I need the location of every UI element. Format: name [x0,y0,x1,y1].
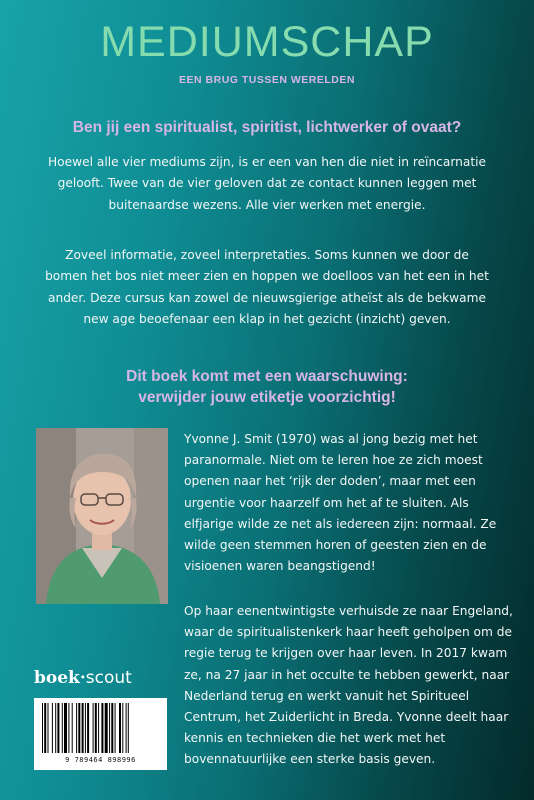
publisher-logo [34,668,132,688]
blurb-paragraph-2: Zoveel informatie, zoveel interpretaties. Soms kunnen we door de bomen het bos niet meer zien en hoppen we doelloos van het een in het ander. Deze cursus kan zowel de nieuwsgierige atheïst als de bekwame new age beoefenaar een klap in het gezicht (inzicht) geven. [45,248,489,326]
warning-line-1: Dit boek komt met een waarschuwing: [126,368,408,385]
author-bio-paragraph-1: Yvonne J. Smit (1970) was al jong bezig met het paranormale. Niet om te leren hoe ze zich moest openen naar het ‘rijk der doden’, maar met een urgentie voor haarzelf om het af te sluiten. Als elfjarige wilde ze net als iedereen zijn: normaal. Ze wilde geen stemmen horen of geesten zien en de visioenen waren beangstigend! [184,432,497,574]
tagline-question: Ben jij een spiritualist, spiritist, lichtwerker of ovaat? [72,119,462,136]
author-portrait-illustration [36,428,168,604]
barcode-digits: 9 789464 898996 [65,756,136,764]
publisher-logo-part-2: scout [85,668,132,688]
book-subtitle: EEN BRUG TUSSEN WERELDEN [179,74,355,86]
publisher-logo-dot: · [79,668,86,688]
warning-callout [0,366,534,408]
publisher-logo-part-1: boek [34,668,80,688]
barcode-bars-icon [40,703,161,755]
warning-line-2: verwijder jouw etiketje voorzichtig! [138,389,396,406]
isbn-barcode [34,698,167,770]
author-bio-paragraph-2: Op haar eenentwintigste verhuisde ze naar Engeland, waar de spiritualistenkerk haar heeft geholpen om de regie terug te krijgen over haar leven. In 2017 kwam ze, na 27 jaar in het occulte te hebben gewerkt, naar Nederland terug en werkt vanuit het Spiritueel Centrum, het Zuiderlicht in Breda. Yvonne deelt haar kennis en technieken die het werk met het bovennatuurlijke een sterke basis geven. [184,604,513,767]
author-photo [36,428,168,604]
blurb-paragraph-1: Hoewel alle vier mediums zijn, is er een van hen die niet in reïncarnatie gelooft. Twee van de vier geloven dat ze contact kunnen leggen met buitenaardse wezens. Alle vier werken met energie. [48,155,486,212]
book-title: MEDIUMSCHAP [100,18,434,66]
